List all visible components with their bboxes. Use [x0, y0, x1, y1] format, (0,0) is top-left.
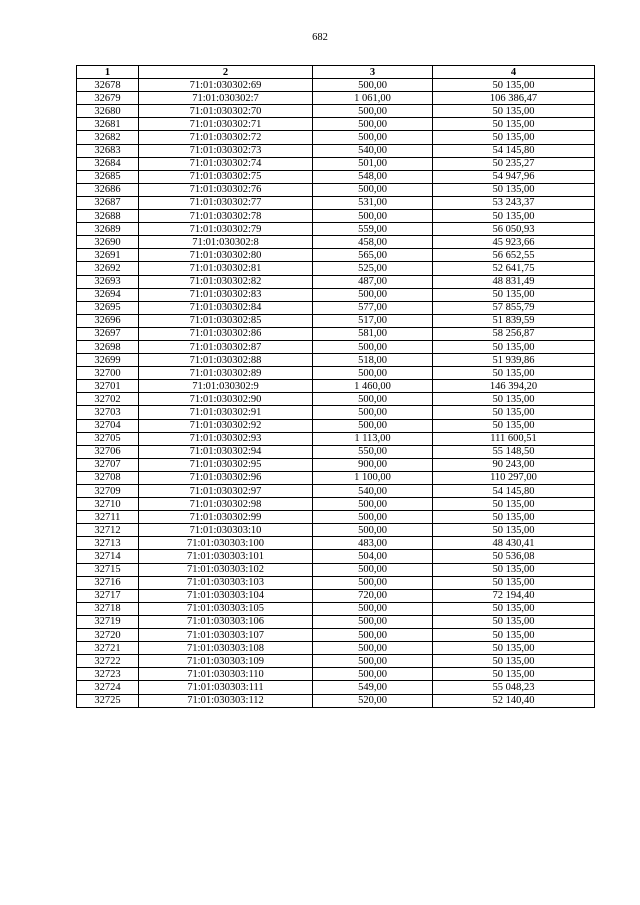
row-number-cell: 32724: [77, 681, 139, 694]
cadastral-number-cell: 71:01:030302:88: [139, 354, 313, 367]
row-number-cell: 32704: [77, 419, 139, 432]
table-row: [77, 511, 595, 524]
column-header-1: 1: [77, 66, 139, 79]
row-number-cell: 32706: [77, 445, 139, 458]
value-cell: 57 855,79: [433, 301, 595, 314]
area-cell: 1 061,00: [313, 92, 433, 105]
row-number-cell: 32696: [77, 314, 139, 327]
table-row: [77, 79, 595, 92]
row-number-cell: 32685: [77, 170, 139, 183]
table-row: [77, 118, 595, 131]
row-number-cell: 32680: [77, 105, 139, 118]
value-cell: 50 135,00: [433, 655, 595, 668]
row-number-cell: 32717: [77, 589, 139, 602]
table-row: [77, 327, 595, 340]
value-cell: 48 430,41: [433, 537, 595, 550]
value-cell: 50 135,00: [433, 79, 595, 92]
table-row: [77, 524, 595, 537]
table-row: [77, 262, 595, 275]
table-row: [77, 550, 595, 563]
row-number-cell: 32691: [77, 249, 139, 262]
row-number-cell: 32689: [77, 223, 139, 236]
row-number-cell: 32682: [77, 131, 139, 144]
row-number-cell: 32697: [77, 327, 139, 340]
cadastral-number-cell: 71:01:030302:95: [139, 458, 313, 471]
area-cell: 900,00: [313, 458, 433, 471]
area-cell: 500,00: [313, 288, 433, 301]
row-number-cell: 32686: [77, 183, 139, 196]
area-cell: 500,00: [313, 210, 433, 223]
cadastral-number-cell: 71:01:030302:89: [139, 367, 313, 380]
area-cell: 500,00: [313, 498, 433, 511]
cadastral-number-cell: 71:01:030302:75: [139, 170, 313, 183]
row-number-cell: 32722: [77, 655, 139, 668]
area-cell: 504,00: [313, 550, 433, 563]
row-number-cell: 32710: [77, 498, 139, 511]
table-row: [77, 393, 595, 406]
table-body: [77, 79, 595, 708]
area-cell: 500,00: [313, 118, 433, 131]
table-row: [77, 602, 595, 615]
table-row: [77, 288, 595, 301]
row-number-cell: 32714: [77, 550, 139, 563]
table-row: [77, 681, 595, 694]
area-cell: 500,00: [313, 131, 433, 144]
row-number-cell: 32715: [77, 563, 139, 576]
row-number-cell: 32692: [77, 262, 139, 275]
area-cell: 720,00: [313, 589, 433, 602]
value-cell: 50 135,00: [433, 419, 595, 432]
area-cell: 500,00: [313, 511, 433, 524]
header-row: [77, 66, 595, 79]
area-cell: 1 460,00: [313, 380, 433, 393]
area-cell: 500,00: [313, 668, 433, 681]
table-row: [77, 92, 595, 105]
cadastral-number-cell: 71:01:030302:79: [139, 223, 313, 236]
table-row: [77, 131, 595, 144]
row-number-cell: 32694: [77, 288, 139, 301]
value-cell: 50 135,00: [433, 340, 595, 353]
value-cell: 50 135,00: [433, 367, 595, 380]
row-number-cell: 32678: [77, 79, 139, 92]
cadastral-number-cell: 71:01:030302:99: [139, 511, 313, 524]
area-cell: 520,00: [313, 694, 433, 707]
row-number-cell: 32681: [77, 118, 139, 131]
cadastral-number-cell: 71:01:030302:77: [139, 196, 313, 209]
area-cell: 500,00: [313, 655, 433, 668]
area-cell: 540,00: [313, 144, 433, 157]
value-cell: 50 135,00: [433, 629, 595, 642]
table-row: [77, 445, 595, 458]
value-cell: 55 048,23: [433, 681, 595, 694]
cadastral-number-cell: 71:01:030303:102: [139, 563, 313, 576]
cadastral-number-cell: 71:01:030303:108: [139, 642, 313, 655]
value-cell: 50 135,00: [433, 602, 595, 615]
table-row: [77, 340, 595, 353]
value-cell: 56 050,93: [433, 223, 595, 236]
value-cell: 55 148,50: [433, 445, 595, 458]
value-cell: 50 536,08: [433, 550, 595, 563]
table-row: [77, 105, 595, 118]
row-number-cell: 32683: [77, 144, 139, 157]
row-number-cell: 32698: [77, 340, 139, 353]
row-number-cell: 32718: [77, 602, 139, 615]
area-cell: 500,00: [313, 642, 433, 655]
value-cell: 50 135,00: [433, 183, 595, 196]
value-cell: 48 831,49: [433, 275, 595, 288]
row-number-cell: 32700: [77, 367, 139, 380]
table-row: [77, 668, 595, 681]
area-cell: 559,00: [313, 223, 433, 236]
area-cell: 500,00: [313, 602, 433, 615]
area-cell: 500,00: [313, 79, 433, 92]
cadastral-number-cell: 71:01:030302:71: [139, 118, 313, 131]
cadastral-number-cell: 71:01:030302:69: [139, 79, 313, 92]
row-number-cell: 32699: [77, 354, 139, 367]
value-cell: 58 256,87: [433, 327, 595, 340]
value-cell: 45 923,66: [433, 236, 595, 249]
table-row: [77, 380, 595, 393]
cadastral-number-cell: 71:01:030303:10: [139, 524, 313, 537]
cadastral-number-cell: 71:01:030302:85: [139, 314, 313, 327]
table-row: [77, 223, 595, 236]
area-cell: 500,00: [313, 393, 433, 406]
area-cell: 500,00: [313, 524, 433, 537]
table-row: [77, 249, 595, 262]
cadastral-number-cell: 71:01:030302:83: [139, 288, 313, 301]
cadastral-number-cell: 71:01:030302:7: [139, 92, 313, 105]
table-row: [77, 629, 595, 642]
cadastral-number-cell: 71:01:030303:105: [139, 602, 313, 615]
row-number-cell: 32720: [77, 629, 139, 642]
value-cell: 51 839,59: [433, 314, 595, 327]
value-cell: 56 652,55: [433, 249, 595, 262]
value-cell: 111 600,51: [433, 432, 595, 445]
area-cell: 581,00: [313, 327, 433, 340]
cadastral-number-cell: 71:01:030302:70: [139, 105, 313, 118]
area-cell: 1 113,00: [313, 432, 433, 445]
cadastral-number-cell: 71:01:030302:87: [139, 340, 313, 353]
value-cell: 51 939,86: [433, 354, 595, 367]
cadastral-number-cell: 71:01:030303:104: [139, 589, 313, 602]
cadastral-number-cell: 71:01:030303:112: [139, 694, 313, 707]
row-number-cell: 32679: [77, 92, 139, 105]
page-number: 682: [312, 32, 328, 43]
cadastral-number-cell: 71:01:030302:96: [139, 471, 313, 484]
value-cell: 50 135,00: [433, 668, 595, 681]
table-row: [77, 144, 595, 157]
cadastral-number-cell: 71:01:030302:80: [139, 249, 313, 262]
table-row: [77, 471, 595, 484]
table-row: [77, 655, 595, 668]
value-cell: 54 145,80: [433, 485, 595, 498]
area-cell: 458,00: [313, 236, 433, 249]
value-cell: 50 135,00: [433, 288, 595, 301]
table-row: [77, 576, 595, 589]
value-cell: 50 135,00: [433, 576, 595, 589]
data-table: [76, 65, 595, 708]
row-number-cell: 32705: [77, 432, 139, 445]
row-number-cell: 32690: [77, 236, 139, 249]
table-row: [77, 498, 595, 511]
row-number-cell: 32702: [77, 393, 139, 406]
row-number-cell: 32709: [77, 485, 139, 498]
cadastral-number-cell: 71:01:030302:97: [139, 485, 313, 498]
column-header-2: 2: [139, 66, 313, 79]
area-cell: 565,00: [313, 249, 433, 262]
row-number-cell: 32707: [77, 458, 139, 471]
cadastral-number-cell: 71:01:030303:100: [139, 537, 313, 550]
table-row: [77, 314, 595, 327]
value-cell: 50 135,00: [433, 642, 595, 655]
cadastral-number-cell: 71:01:030302:81: [139, 262, 313, 275]
value-cell: 50 135,00: [433, 524, 595, 537]
table-row: [77, 367, 595, 380]
area-cell: 577,00: [313, 301, 433, 314]
row-number-cell: 32703: [77, 406, 139, 419]
value-cell: 50 135,00: [433, 406, 595, 419]
table-row: [77, 458, 595, 471]
cadastral-number-cell: 71:01:030303:111: [139, 681, 313, 694]
value-cell: 50 135,00: [433, 210, 595, 223]
row-number-cell: 32693: [77, 275, 139, 288]
table-row: [77, 694, 595, 707]
table-row: [77, 615, 595, 628]
table-row: [77, 183, 595, 196]
area-cell: 517,00: [313, 314, 433, 327]
cadastral-number-cell: 71:01:030303:110: [139, 668, 313, 681]
value-cell: 54 145,80: [433, 144, 595, 157]
value-cell: 50 135,00: [433, 105, 595, 118]
value-cell: 52 140,40: [433, 694, 595, 707]
cadastral-number-cell: 71:01:030302:90: [139, 393, 313, 406]
cadastral-number-cell: 71:01:030302:91: [139, 406, 313, 419]
cadastral-number-cell: 71:01:030303:103: [139, 576, 313, 589]
table-row: [77, 301, 595, 314]
table-row: [77, 157, 595, 170]
area-cell: 500,00: [313, 576, 433, 589]
row-number-cell: 32721: [77, 642, 139, 655]
row-number-cell: 32725: [77, 694, 139, 707]
area-cell: 549,00: [313, 681, 433, 694]
table-row: [77, 236, 595, 249]
area-cell: 1 100,00: [313, 471, 433, 484]
area-cell: 501,00: [313, 157, 433, 170]
cadastral-number-cell: 71:01:030302:74: [139, 157, 313, 170]
table-row: [77, 537, 595, 550]
area-cell: 500,00: [313, 629, 433, 642]
row-number-cell: 32695: [77, 301, 139, 314]
area-cell: 525,00: [313, 262, 433, 275]
value-cell: 50 135,00: [433, 511, 595, 524]
value-cell: 54 947,96: [433, 170, 595, 183]
value-cell: 90 243,00: [433, 458, 595, 471]
row-number-cell: 32701: [77, 380, 139, 393]
row-number-cell: 32719: [77, 615, 139, 628]
value-cell: 50 135,00: [433, 131, 595, 144]
area-cell: 518,00: [313, 354, 433, 367]
row-number-cell: 32711: [77, 511, 139, 524]
table-row: [77, 210, 595, 223]
area-cell: 500,00: [313, 406, 433, 419]
table-row: [77, 432, 595, 445]
area-cell: 531,00: [313, 196, 433, 209]
cadastral-number-cell: 71:01:030302:93: [139, 432, 313, 445]
cadastral-number-cell: 71:01:030302:8: [139, 236, 313, 249]
column-header-4: 4: [433, 66, 595, 79]
row-number-cell: 32712: [77, 524, 139, 537]
table-row: [77, 563, 595, 576]
area-cell: 500,00: [313, 615, 433, 628]
area-cell: 483,00: [313, 537, 433, 550]
cadastral-number-cell: 71:01:030303:107: [139, 629, 313, 642]
cadastral-number-cell: 71:01:030303:106: [139, 615, 313, 628]
cadastral-number-cell: 71:01:030302:9: [139, 380, 313, 393]
value-cell: 146 394,20: [433, 380, 595, 393]
cadastral-number-cell: 71:01:030303:109: [139, 655, 313, 668]
value-cell: 50 235,27: [433, 157, 595, 170]
cadastral-number-cell: 71:01:030302:72: [139, 131, 313, 144]
table-row: [77, 170, 595, 183]
table-row: [77, 196, 595, 209]
row-number-cell: 32708: [77, 471, 139, 484]
area-cell: 500,00: [313, 183, 433, 196]
area-cell: 500,00: [313, 340, 433, 353]
row-number-cell: 32688: [77, 210, 139, 223]
cadastral-number-cell: 71:01:030302:94: [139, 445, 313, 458]
area-cell: 487,00: [313, 275, 433, 288]
row-number-cell: 32713: [77, 537, 139, 550]
area-cell: 500,00: [313, 563, 433, 576]
cadastral-number-cell: 71:01:030303:101: [139, 550, 313, 563]
area-cell: 500,00: [313, 419, 433, 432]
row-number-cell: 32687: [77, 196, 139, 209]
cadastral-number-cell: 71:01:030302:86: [139, 327, 313, 340]
value-cell: 50 135,00: [433, 393, 595, 406]
cadastral-number-cell: 71:01:030302:73: [139, 144, 313, 157]
value-cell: 50 135,00: [433, 615, 595, 628]
table-row: [77, 642, 595, 655]
table-row: [77, 419, 595, 432]
value-cell: 53 243,37: [433, 196, 595, 209]
area-cell: 500,00: [313, 367, 433, 380]
value-cell: 52 641,75: [433, 262, 595, 275]
table-row: [77, 354, 595, 367]
area-cell: 548,00: [313, 170, 433, 183]
cadastral-number-cell: 71:01:030302:76: [139, 183, 313, 196]
cadastral-number-cell: 71:01:030302:82: [139, 275, 313, 288]
table-row: [77, 485, 595, 498]
value-cell: 106 386,47: [433, 92, 595, 105]
table-row: [77, 275, 595, 288]
area-cell: 500,00: [313, 105, 433, 118]
table-row: [77, 589, 595, 602]
area-cell: 550,00: [313, 445, 433, 458]
table-row: [77, 406, 595, 419]
row-number-cell: 32723: [77, 668, 139, 681]
table-header: [77, 66, 595, 79]
row-number-cell: 32716: [77, 576, 139, 589]
cadastral-number-cell: 71:01:030302:78: [139, 210, 313, 223]
value-cell: 50 135,00: [433, 563, 595, 576]
cadastral-number-cell: 71:01:030302:84: [139, 301, 313, 314]
value-cell: 50 135,00: [433, 118, 595, 131]
area-cell: 540,00: [313, 485, 433, 498]
value-cell: 72 194,40: [433, 589, 595, 602]
cadastral-number-cell: 71:01:030302:92: [139, 419, 313, 432]
value-cell: 50 135,00: [433, 498, 595, 511]
cadastral-number-cell: 71:01:030302:98: [139, 498, 313, 511]
column-header-3: 3: [313, 66, 433, 79]
row-number-cell: 32684: [77, 157, 139, 170]
value-cell: 110 297,00: [433, 471, 595, 484]
